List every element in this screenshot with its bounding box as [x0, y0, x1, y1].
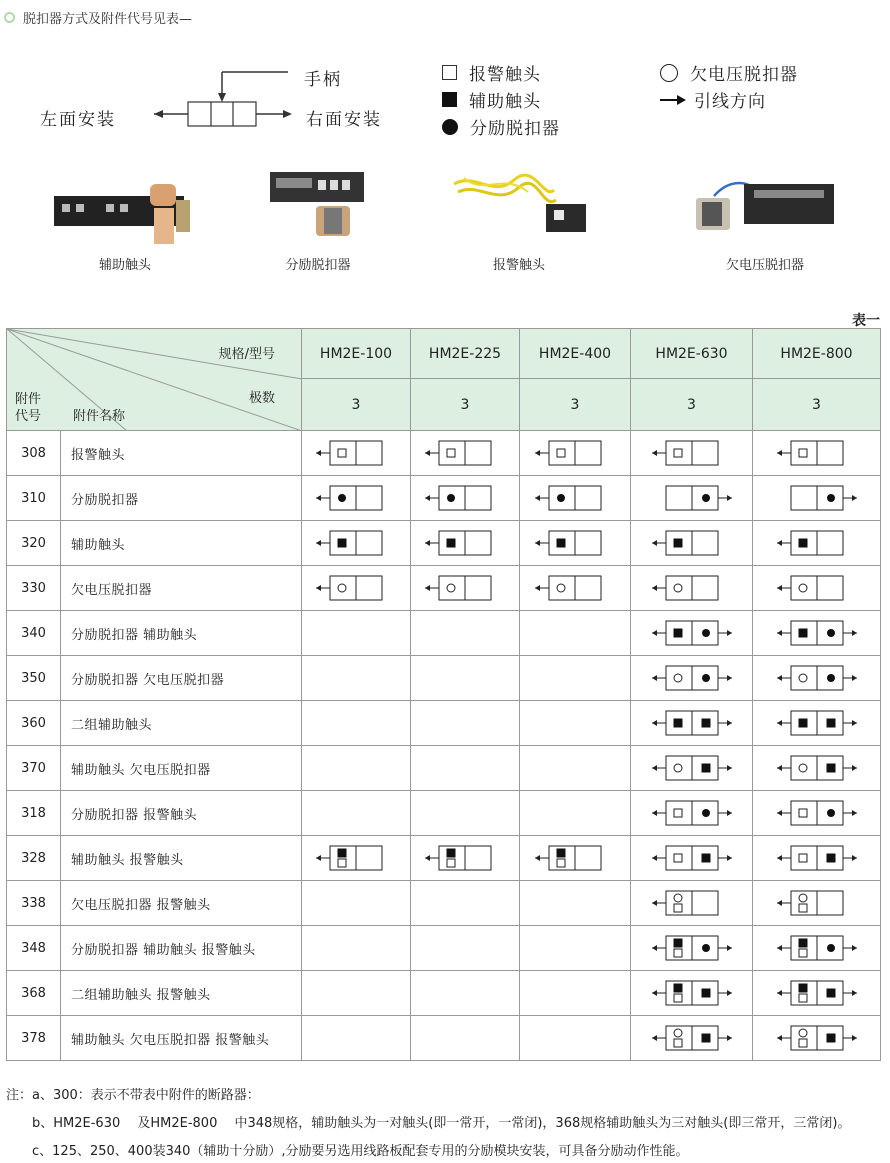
photo-caption: 欠电压脱扣器 [725, 258, 804, 273]
symbol-cell [302, 611, 411, 656]
accessory-symbol [777, 800, 857, 826]
symbol-cell [411, 791, 520, 836]
poles-header: 极数 [248, 391, 275, 406]
accessory-code: 308 [7, 431, 61, 476]
right-mount-label: 右面安装 [306, 110, 382, 130]
accessory-symbol [425, 575, 505, 601]
accessory-name: 辅助触头 [61, 521, 302, 566]
symbol-cell [520, 1016, 631, 1061]
symbol-cell [411, 611, 520, 656]
accessory-symbol [652, 980, 732, 1006]
symbol-cell [753, 881, 881, 926]
accessory-symbol [425, 530, 505, 556]
accessory-name: 辅助触头 欠电压脱扣器 报警触头 [61, 1016, 302, 1061]
symbol-cell [631, 1016, 753, 1061]
accessory-symbol [535, 485, 615, 511]
accessory-symbol [777, 710, 857, 736]
symbol-cell [520, 926, 631, 971]
accessory-name: 辅助触头 欠电压脱扣器 [61, 746, 302, 791]
symbol-cell [520, 521, 631, 566]
legend-label: 引线方向 [694, 92, 766, 112]
accessory-name: 分励脱扣器 [61, 476, 302, 521]
photo-shunt-release [268, 168, 368, 273]
symbol-cell [302, 791, 411, 836]
accessory-symbol [316, 485, 396, 511]
accessory-symbol [535, 530, 615, 556]
legend-label: 报警触头 [469, 65, 541, 85]
accessory-name: 二组辅助触头 [61, 701, 302, 746]
accessory-name: 辅助触头 报警触头 [61, 836, 302, 881]
note-a: 注：a、300：表示不带表中附件的断路器： [6, 1088, 260, 1103]
accessory-symbol [316, 575, 396, 601]
symbol-cell [302, 476, 411, 521]
symbol-cell [631, 431, 753, 476]
accessory-code: 338 [7, 881, 61, 926]
symbol-cell [753, 431, 881, 476]
accessory-symbol [777, 665, 857, 691]
symbol-cell [302, 971, 411, 1016]
symbol-cell [753, 476, 881, 521]
table-corner-header [7, 329, 302, 431]
legend-alarm [442, 60, 541, 85]
accessory-symbol [652, 575, 732, 601]
symbol-cell [631, 836, 753, 881]
legend-shunt [442, 114, 560, 139]
accessory-code: 348 [7, 926, 61, 971]
accessory-code: 320 [7, 521, 61, 566]
symbol-cell [411, 881, 520, 926]
symbol-cell [302, 746, 411, 791]
table-row [7, 791, 881, 836]
accessory-symbol [652, 890, 732, 916]
accessory-code: 370 [7, 746, 61, 791]
legend-auxiliary [442, 87, 541, 112]
accessory-code: 368 [7, 971, 61, 1016]
name-header: 附件名称 [73, 409, 126, 424]
symbol-cell [302, 431, 411, 476]
accessory-symbol [316, 530, 396, 556]
legend-undervoltage [660, 60, 798, 85]
accessory-symbol [777, 755, 857, 781]
accessory-symbol [777, 620, 857, 646]
accessory-code: 318 [7, 791, 61, 836]
accessory-symbol [652, 665, 732, 691]
poles-value: 3 [520, 379, 631, 431]
handle-label: 手柄 [304, 70, 342, 90]
symbol-cell [302, 566, 411, 611]
symbol-cell [302, 656, 411, 701]
symbol-cell [753, 971, 881, 1016]
symbol-cell [631, 566, 753, 611]
accessory-symbol [652, 530, 732, 556]
accessory-name: 分励脱扣器 报警触头 [61, 791, 302, 836]
symbol-cell [631, 971, 753, 1016]
shunt-release-image [268, 168, 368, 248]
notes [6, 1082, 850, 1163]
symbol-cell [753, 836, 881, 881]
symbol-cell [753, 926, 881, 971]
table-row [7, 611, 881, 656]
accessory-symbol [777, 845, 857, 871]
symbol-cell [411, 926, 520, 971]
symbol-cell [753, 746, 881, 791]
symbol-cell [520, 656, 631, 701]
model-header: HM2E-400 [520, 329, 631, 379]
accessory-symbol [777, 485, 857, 511]
symbol-cell [631, 656, 753, 701]
table-row [7, 881, 881, 926]
symbol-cell [631, 476, 753, 521]
accessory-symbol [777, 530, 857, 556]
photo-caption: 报警触头 [492, 258, 545, 273]
bullet-icon [4, 12, 15, 23]
symbol-cell [302, 881, 411, 926]
accessory-symbol [777, 890, 857, 916]
symbol-cell [411, 701, 520, 746]
model-header: HM2E-100 [302, 329, 411, 379]
accessory-symbol [652, 620, 732, 646]
accessory-symbol [777, 575, 857, 601]
table-row [7, 1016, 881, 1061]
accessory-symbol [652, 800, 732, 826]
photo-caption: 辅助触头 [98, 258, 151, 273]
code-header: 附件代号 [14, 392, 41, 424]
legend-label: 欠电压脱扣器 [690, 65, 798, 85]
alarm-contact-image [444, 170, 594, 248]
symbol-cell [631, 701, 753, 746]
legend-lead [660, 87, 766, 112]
symbol-cell [631, 521, 753, 566]
symbol-cell [520, 476, 631, 521]
symbol-cell [631, 611, 753, 656]
symbol-cell [411, 836, 520, 881]
accessory-code: 330 [7, 566, 61, 611]
accessory-code-table [6, 328, 881, 1061]
model-header: HM2E-800 [753, 329, 881, 379]
symbol-cell [302, 836, 411, 881]
symbol-cell [411, 566, 520, 611]
accessory-symbol [777, 1025, 857, 1051]
accessory-name: 分励脱扣器 欠电压脱扣器 [61, 656, 302, 701]
open-square-icon [442, 65, 457, 80]
poles-value: 3 [302, 379, 411, 431]
mounting-diagram-drawing [140, 40, 440, 150]
photo-caption: 分励脱扣器 [285, 258, 351, 273]
symbol-cell [411, 971, 520, 1016]
symbol-cell [631, 881, 753, 926]
accessory-symbol [316, 440, 396, 466]
symbol-cell [520, 791, 631, 836]
accessory-symbol [777, 935, 857, 961]
symbol-cell [631, 926, 753, 971]
accessory-code: 360 [7, 701, 61, 746]
auxiliary-contact-image [50, 178, 200, 248]
arrow-right-icon [660, 94, 686, 106]
accessory-code: 310 [7, 476, 61, 521]
symbol-cell [753, 656, 881, 701]
legend-label: 分励脱扣器 [470, 119, 560, 139]
accessory-symbol [652, 755, 732, 781]
model-header: HM2E-630 [631, 329, 753, 379]
left-mount-label: 左面安装 [40, 110, 116, 130]
accessory-symbol [652, 710, 732, 736]
accessory-symbol [652, 935, 732, 961]
poles-value: 3 [631, 379, 753, 431]
accessory-name: 分励脱扣器 辅助触头 报警触头 [61, 926, 302, 971]
accessory-name: 欠电压脱扣器 [61, 566, 302, 611]
symbol-cell [753, 701, 881, 746]
photo-auxiliary-contact [50, 178, 200, 273]
symbol-cell [411, 431, 520, 476]
symbol-cell [302, 521, 411, 566]
model-header: HM2E-225 [411, 329, 520, 379]
accessory-symbol [777, 980, 857, 1006]
note-c: c、125、250、400装340（辅助十分励）,分励要另选用线路板配套专用的分励模块安装，可具备分励动作性能。 [32, 1144, 689, 1159]
accessory-symbol [652, 485, 732, 511]
accessory-symbol [425, 845, 505, 871]
photo-undervoltage-release [690, 176, 840, 273]
symbol-cell [753, 611, 881, 656]
symbol-cell [753, 791, 881, 836]
symbol-cell [520, 431, 631, 476]
table-row [7, 521, 881, 566]
note-b: b、HM2E-630 及HM2E-800 中348规格，辅助触头为一对触头(即一常开，一常闭)，368规格辅助触头为三对触头(即三常开，三常闭)。 [32, 1116, 851, 1131]
photo-alarm-contact [444, 170, 594, 273]
accessory-code: 350 [7, 656, 61, 701]
symbol-cell [411, 521, 520, 566]
accessory-symbol [316, 845, 396, 871]
accessory-symbol [425, 485, 505, 511]
symbol-cell [520, 746, 631, 791]
table-row [7, 476, 881, 521]
table-body [7, 431, 881, 1061]
filled-circle-icon [442, 119, 458, 135]
symbol-cell [411, 656, 520, 701]
legend-label: 辅助触头 [469, 92, 541, 112]
poles-value: 3 [411, 379, 520, 431]
spec-header: 规格/型号 [218, 347, 275, 362]
table-row [7, 431, 881, 476]
symbol-cell [520, 836, 631, 881]
poles-value: 3 [753, 379, 881, 431]
symbol-cell [520, 971, 631, 1016]
accessory-code: 340 [7, 611, 61, 656]
symbol-cell [302, 1016, 411, 1061]
accessory-name: 分励脱扣器 辅助触头 [61, 611, 302, 656]
symbol-cell [753, 521, 881, 566]
symbol-cell [411, 476, 520, 521]
accessory-symbol [777, 440, 857, 466]
accessory-symbol [652, 1025, 732, 1051]
symbol-cell [520, 701, 631, 746]
symbol-cell [520, 566, 631, 611]
symbol-cell [411, 746, 520, 791]
accessory-code: 378 [7, 1016, 61, 1061]
section-header [4, 4, 192, 30]
symbol-cell [631, 746, 753, 791]
accessory-symbol [535, 440, 615, 466]
symbol-cell [411, 1016, 520, 1061]
table-row [7, 701, 881, 746]
symbol-cell [302, 926, 411, 971]
accessory-symbol [652, 845, 732, 871]
table-row [7, 566, 881, 611]
symbol-cell [753, 1016, 881, 1061]
accessory-code: 328 [7, 836, 61, 881]
symbol-cell [520, 611, 631, 656]
undervoltage-release-image [690, 176, 840, 248]
symbol-cell [753, 566, 881, 611]
accessory-symbol [425, 440, 505, 466]
symbol-cell [631, 791, 753, 836]
table-row [7, 971, 881, 1016]
accessory-name: 报警触头 [61, 431, 302, 476]
section-title: 脱扣器方式及附件代号见表— [23, 11, 193, 27]
open-circle-icon [660, 64, 678, 82]
symbol-cell [302, 701, 411, 746]
table-row [7, 836, 881, 881]
mounting-diagram [0, 40, 890, 150]
accessory-name: 欠电压脱扣器 报警触头 [61, 881, 302, 926]
table-row [7, 746, 881, 791]
accessory-symbol [535, 845, 615, 871]
table-row [7, 656, 881, 701]
accessory-symbol [652, 440, 732, 466]
filled-square-icon [442, 92, 457, 107]
accessory-symbol [535, 575, 615, 601]
table-label: 表一 [852, 313, 880, 329]
accessory-name: 二组辅助触头 报警触头 [61, 971, 302, 1016]
table-row [7, 926, 881, 971]
symbol-cell [520, 881, 631, 926]
